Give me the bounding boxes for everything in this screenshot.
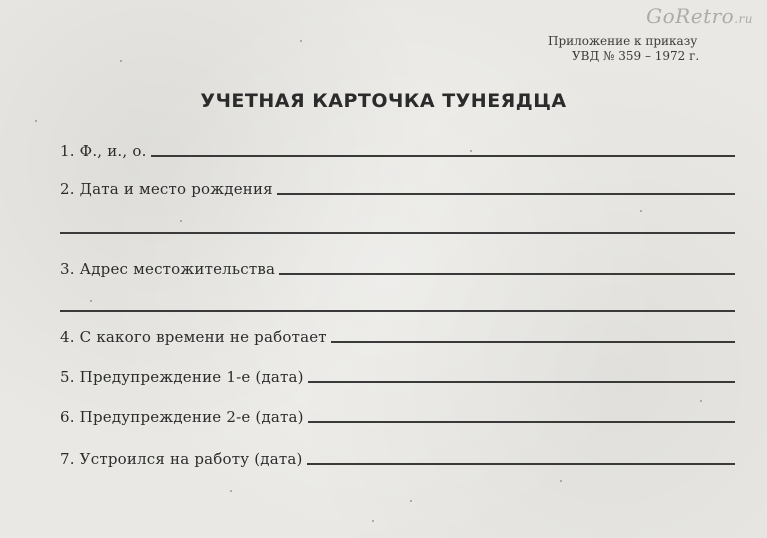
paper-speck [372, 520, 374, 522]
annex-note [548, 34, 748, 64]
field-label: 5. Предупреждение 1-е (дата) [60, 368, 304, 386]
field-label: 7. Устроился на работу (дата) [60, 450, 303, 468]
paper-speck [410, 500, 412, 502]
annex-line-1: Приложение к приказу [548, 34, 698, 48]
paper-speck [560, 480, 562, 482]
field-warning-2 [60, 402, 735, 426]
field-unemployed-since [60, 322, 735, 346]
field-address [60, 254, 735, 278]
field-blank-line [151, 154, 735, 157]
paper-speck [35, 120, 37, 122]
field-blank-line [331, 340, 735, 343]
field-label: 4. С какого времени не работает [60, 328, 327, 346]
paper-speck [700, 400, 702, 402]
paper-speck [300, 40, 302, 42]
field-birth-date-place [60, 174, 735, 198]
field-blank-line-extra [60, 310, 735, 312]
watermark-logo [646, 4, 753, 28]
field-employed [60, 444, 735, 468]
field-blank-line [277, 192, 735, 195]
watermark-suffix: .ru [734, 12, 753, 26]
field-label: 6. Предупреждение 2-е (дата) [60, 408, 304, 426]
paper-speck [640, 210, 642, 212]
paper-speck [90, 300, 92, 302]
field-blank-line [308, 380, 735, 383]
paper-speck [180, 220, 182, 222]
paper-speck [470, 150, 472, 152]
field-label: 3. Адрес местожительства [60, 260, 276, 278]
field-blank-line [308, 420, 735, 423]
watermark-text: GoRetro [646, 4, 735, 28]
annex-line-2: УВД № 359 – 1972 г. [572, 49, 700, 63]
card-title: УЧЕТНАЯ КАРТОЧКА ТУНЕЯДЦА [200, 90, 567, 112]
field-label: 2. Дата и место рождения [60, 180, 273, 198]
paper-speck [120, 60, 122, 62]
paper-speck [230, 490, 232, 492]
field-blank-line-extra [60, 232, 735, 234]
field-blank-line [307, 462, 735, 465]
field-blank-line [279, 272, 735, 275]
field-label: 1. Ф., и., о. [60, 142, 147, 160]
field-full-name [60, 136, 735, 160]
field-warning-1 [60, 362, 735, 386]
